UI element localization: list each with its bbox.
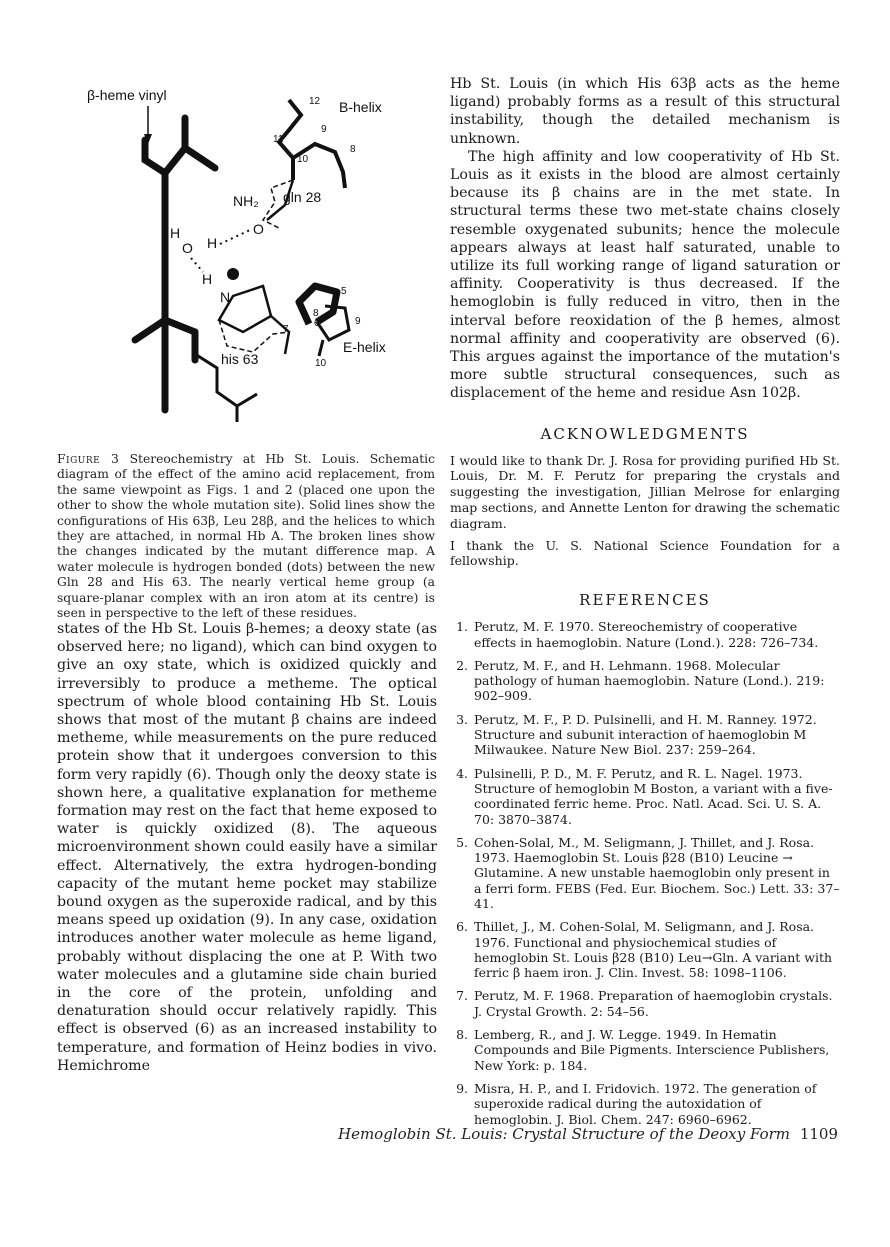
gln28-label: gln 28: [283, 189, 322, 205]
reference-number: 8.: [456, 1027, 468, 1043]
right-body: [450, 75, 840, 403]
reference-number: 7.: [456, 988, 468, 1004]
hbond-dots-1: [220, 230, 250, 244]
heme-group: [135, 118, 218, 410]
b-helix-residue-9: 9: [321, 124, 327, 135]
acknowledgments-heading: ACKNOWLEDGMENTS: [540, 424, 750, 443]
b-helix-label: B-helix: [339, 99, 382, 115]
hbond-dots-2: [191, 258, 203, 272]
reference-text: Perutz, M. F., and H. Lehmann. 1968. Molecular pathology of human haemoglobin. Nature (Lond.). 219: 902–909.: [474, 657, 825, 704]
b-helix: [279, 100, 345, 188]
reference-text: Cohen-Solal, M., M. Seligmann, J. Thillet, and J. Rosa. 1973. Haemoglobin St. Louis β28 (B10) Leucine → Glutamine. A new unstable haemoglobin only present in a ferri form. FEBS (Fed. Eur. Biochem. Soc.) Lett. 33: 37–41.: [474, 834, 840, 911]
acknowledgments-paragraph-2: I thank the U. S. National Science Foundation for a fellowship.: [450, 537, 840, 569]
reference-item: [450, 712, 840, 758]
right-column: [450, 75, 840, 1135]
references-list: [450, 619, 840, 1127]
reference-item: [450, 1081, 840, 1127]
reference-text: Perutz, M. F. 1970. Stereochemistry of cooperative effects in haemoglobin. Nature (Lond.). 228: 726–734.: [474, 619, 819, 650]
b-helix-residue-12: 12: [309, 96, 321, 107]
figure-caption: [57, 452, 435, 621]
e-helix-tail: [319, 340, 323, 356]
reference-item: [450, 658, 840, 704]
reference-text: Lemberg, R., and J. W. Legge. 1949. In Hematin Compounds and Bile Pigments. Interscience Publishers, New York: p. 184.: [474, 1027, 830, 1073]
e-helix-residue-10: 10: [315, 358, 327, 369]
reference-item: [450, 1027, 840, 1073]
e-helix-residue-5: 5: [341, 286, 347, 297]
nh2-label: NH₂: [233, 193, 259, 209]
figure-caption-text: Stereochemistry at Hb St. Louis. Schematic diagram of the effect of the amino acid replacement, from the same viewpoint as Figs. 1 and 2 (placed one upon the other to show the whole mutation site). Solid lines show the configurations of His 63β, Leu 28β, and the helices to which they are attached, in normal Hb A. The broken lines show the changes indicated by the mutant difference map. A water molecule is hydrogen bonded (dots) between the new Gln 28 and His 63. The nearly vertical heme group (a square-planar complex with an iron atom at its centre) is seen in perspective to the left of these residues.: [57, 452, 435, 621]
figure-3-block: [57, 70, 435, 621]
reference-text: Perutz, M. F. 1968. Preparation of haemoglobin crystals. J. Crystal Growth. 2: 54–56.: [474, 988, 833, 1019]
reference-text: Misra, H. P., and I. Fridovich. 1972. The generation of superoxide radical during the autoxidation of hemoglobin. J. Biol. Chem. 247: 6960–6962.: [474, 1080, 817, 1127]
reference-item: [450, 835, 840, 911]
his63-label: his 63: [221, 351, 259, 367]
reference-item: [450, 919, 840, 980]
his-h-label: H: [202, 271, 213, 287]
his63-backbone: [271, 316, 289, 354]
b-helix-residue-11: 11: [273, 134, 284, 145]
reference-number: 9.: [456, 1080, 468, 1096]
page-footer: [338, 1125, 838, 1143]
figure-label: Figure 3: [57, 452, 120, 466]
reference-number: 4.: [456, 765, 468, 781]
reference-text: Perutz, M. F., P. D. Pulsinelli, and H. M. Ranney. 1972. Structure and subunit interaction of haemoglobin M Milwaukee. Nature New Biol. 237: 259–264.: [474, 711, 817, 758]
references-heading: REFERENCES: [579, 591, 711, 610]
page-number: 1109: [799, 1125, 838, 1143]
b-helix-residue-10: 10: [297, 154, 309, 165]
water-h1-label: H: [170, 225, 181, 241]
right-paragraph-2: The high affinity and low cooperativity of Hb St. Louis as it exists in the blood are almost certainly because its β chains are in the met state. In structural terms these two met-state chains closely resemble oxygenated subunits; hence the molecule appears always at least half saturated, unable to utilize its full working range of ligand saturation or affinity. Cooperativity is thus decreased. If the hemoglobin is fully reduced in vitro, then in the interval before reoxidation of the β hemes, almost normal affinity and cooperativity are observed (6). This argues against the importance of the mutation's more subtle structural consequences, such as displacement of the heme and residue Asn 102β.: [450, 148, 840, 402]
reference-number: 6.: [456, 919, 468, 935]
e-helix-residue-9: 9: [355, 316, 361, 327]
e-helix-residue-7: 7: [283, 324, 289, 335]
running-title: Hemoglobin St. Louis: Crystal Structure of the Deoxy Form: [338, 1125, 791, 1143]
gln-oxygen-label: O: [253, 221, 264, 237]
reference-item: [450, 766, 840, 827]
reference-text: Thillet, J., M. Cohen-Solal, M. Seligmann, and J. Rosa. 1976. Functional and physiochemical studies of hemoglobin St. Louis β28 (B10) Leu→Gln. A variant with ferric β haem iron. J. Clin. Invest. 58: 1098–1106.: [474, 919, 833, 981]
heme-vinyl-label: β-heme vinyl: [87, 87, 167, 103]
reference-item: [450, 988, 840, 1019]
iron-atom-dot: [227, 268, 239, 280]
reference-number: 2.: [456, 657, 468, 673]
reference-number: 1.: [456, 619, 468, 635]
water-oxygen-label: O: [182, 240, 193, 256]
reference-number: 5.: [456, 834, 468, 850]
acknowledgments-section: [450, 453, 840, 570]
right-paragraph-1: Hb St. Louis (in which His 63β acts as the heme ligand) probably forms as a result of this structural instability, though the detailed mechanism is unknown.: [450, 76, 840, 147]
reference-item: [450, 619, 840, 650]
schematic-diagram: [57, 70, 435, 440]
acknowledgments-paragraph-1: I would like to thank Dr. J. Rosa for providing purified Hb St. Louis, Dr. M. F. Perutz for preparing the crystals and suggesting the investigation, Jillian Melrose for enlarging map sections, and Annette Lenton for drawing the schematic diagram.: [450, 452, 840, 531]
reference-number: 3.: [456, 711, 468, 727]
water-h2-label: H: [207, 235, 218, 251]
e-helix-residue-8: 8: [313, 308, 319, 319]
left-body-text: states of the Hb St. Louis β-hemes; a deoxy state (as observed here; no ligand), which can bind oxygen to give an oxy state, which is oxidized quickly and irreversibly to produce a metheme. The optical spectrum of whole blood containing Hb St. Louis shows that most of the mutant β chains are indeed metheme, while measurements on the pure reduced protein show that it undergoes conversion to this form very rapidly (6). Though only the deoxy state is shown here, a qualitative explanation for metheme formation may rest on the fact that heme exposed to water is quickly oxidized (8). The aqueous microenvironment shown could easily have a similar effect. Alternatively, the extra hydrogen-bonding capacity of the mutant heme pocket may stabilize bound oxygen as the superoxide radical, and by this means speed up oxidation (9). In any case, oxidation introduces another water molecule as heme ligand, probably without displacing the one at P. With two water molecules and a glutamine side chain buried in the core of the protein, unfolding and denaturation should occur relatively rapidly. This effect is observed (6) as an increased instability to temperature, and formation of Heinz bodies in vivo. Hemichrome: [57, 621, 437, 1074]
his-nitrogen-label: N: [220, 289, 231, 305]
e-helix-residue-6: 6: [314, 318, 320, 329]
stereochemistry-diagram: [57, 70, 435, 440]
e-helix-label: E-helix: [343, 339, 386, 355]
b-helix-residue-8: 8: [350, 144, 356, 155]
reference-text: Pulsinelli, P. D., M. F. Perutz, and R. L. Nagel. 1973. Structure of hemoglobin M Boston, a variant with a five-coordinated ferric heme. Proc. Natl. Acad. Sci. U. S. A. 70: 3870–3874.: [474, 765, 833, 827]
